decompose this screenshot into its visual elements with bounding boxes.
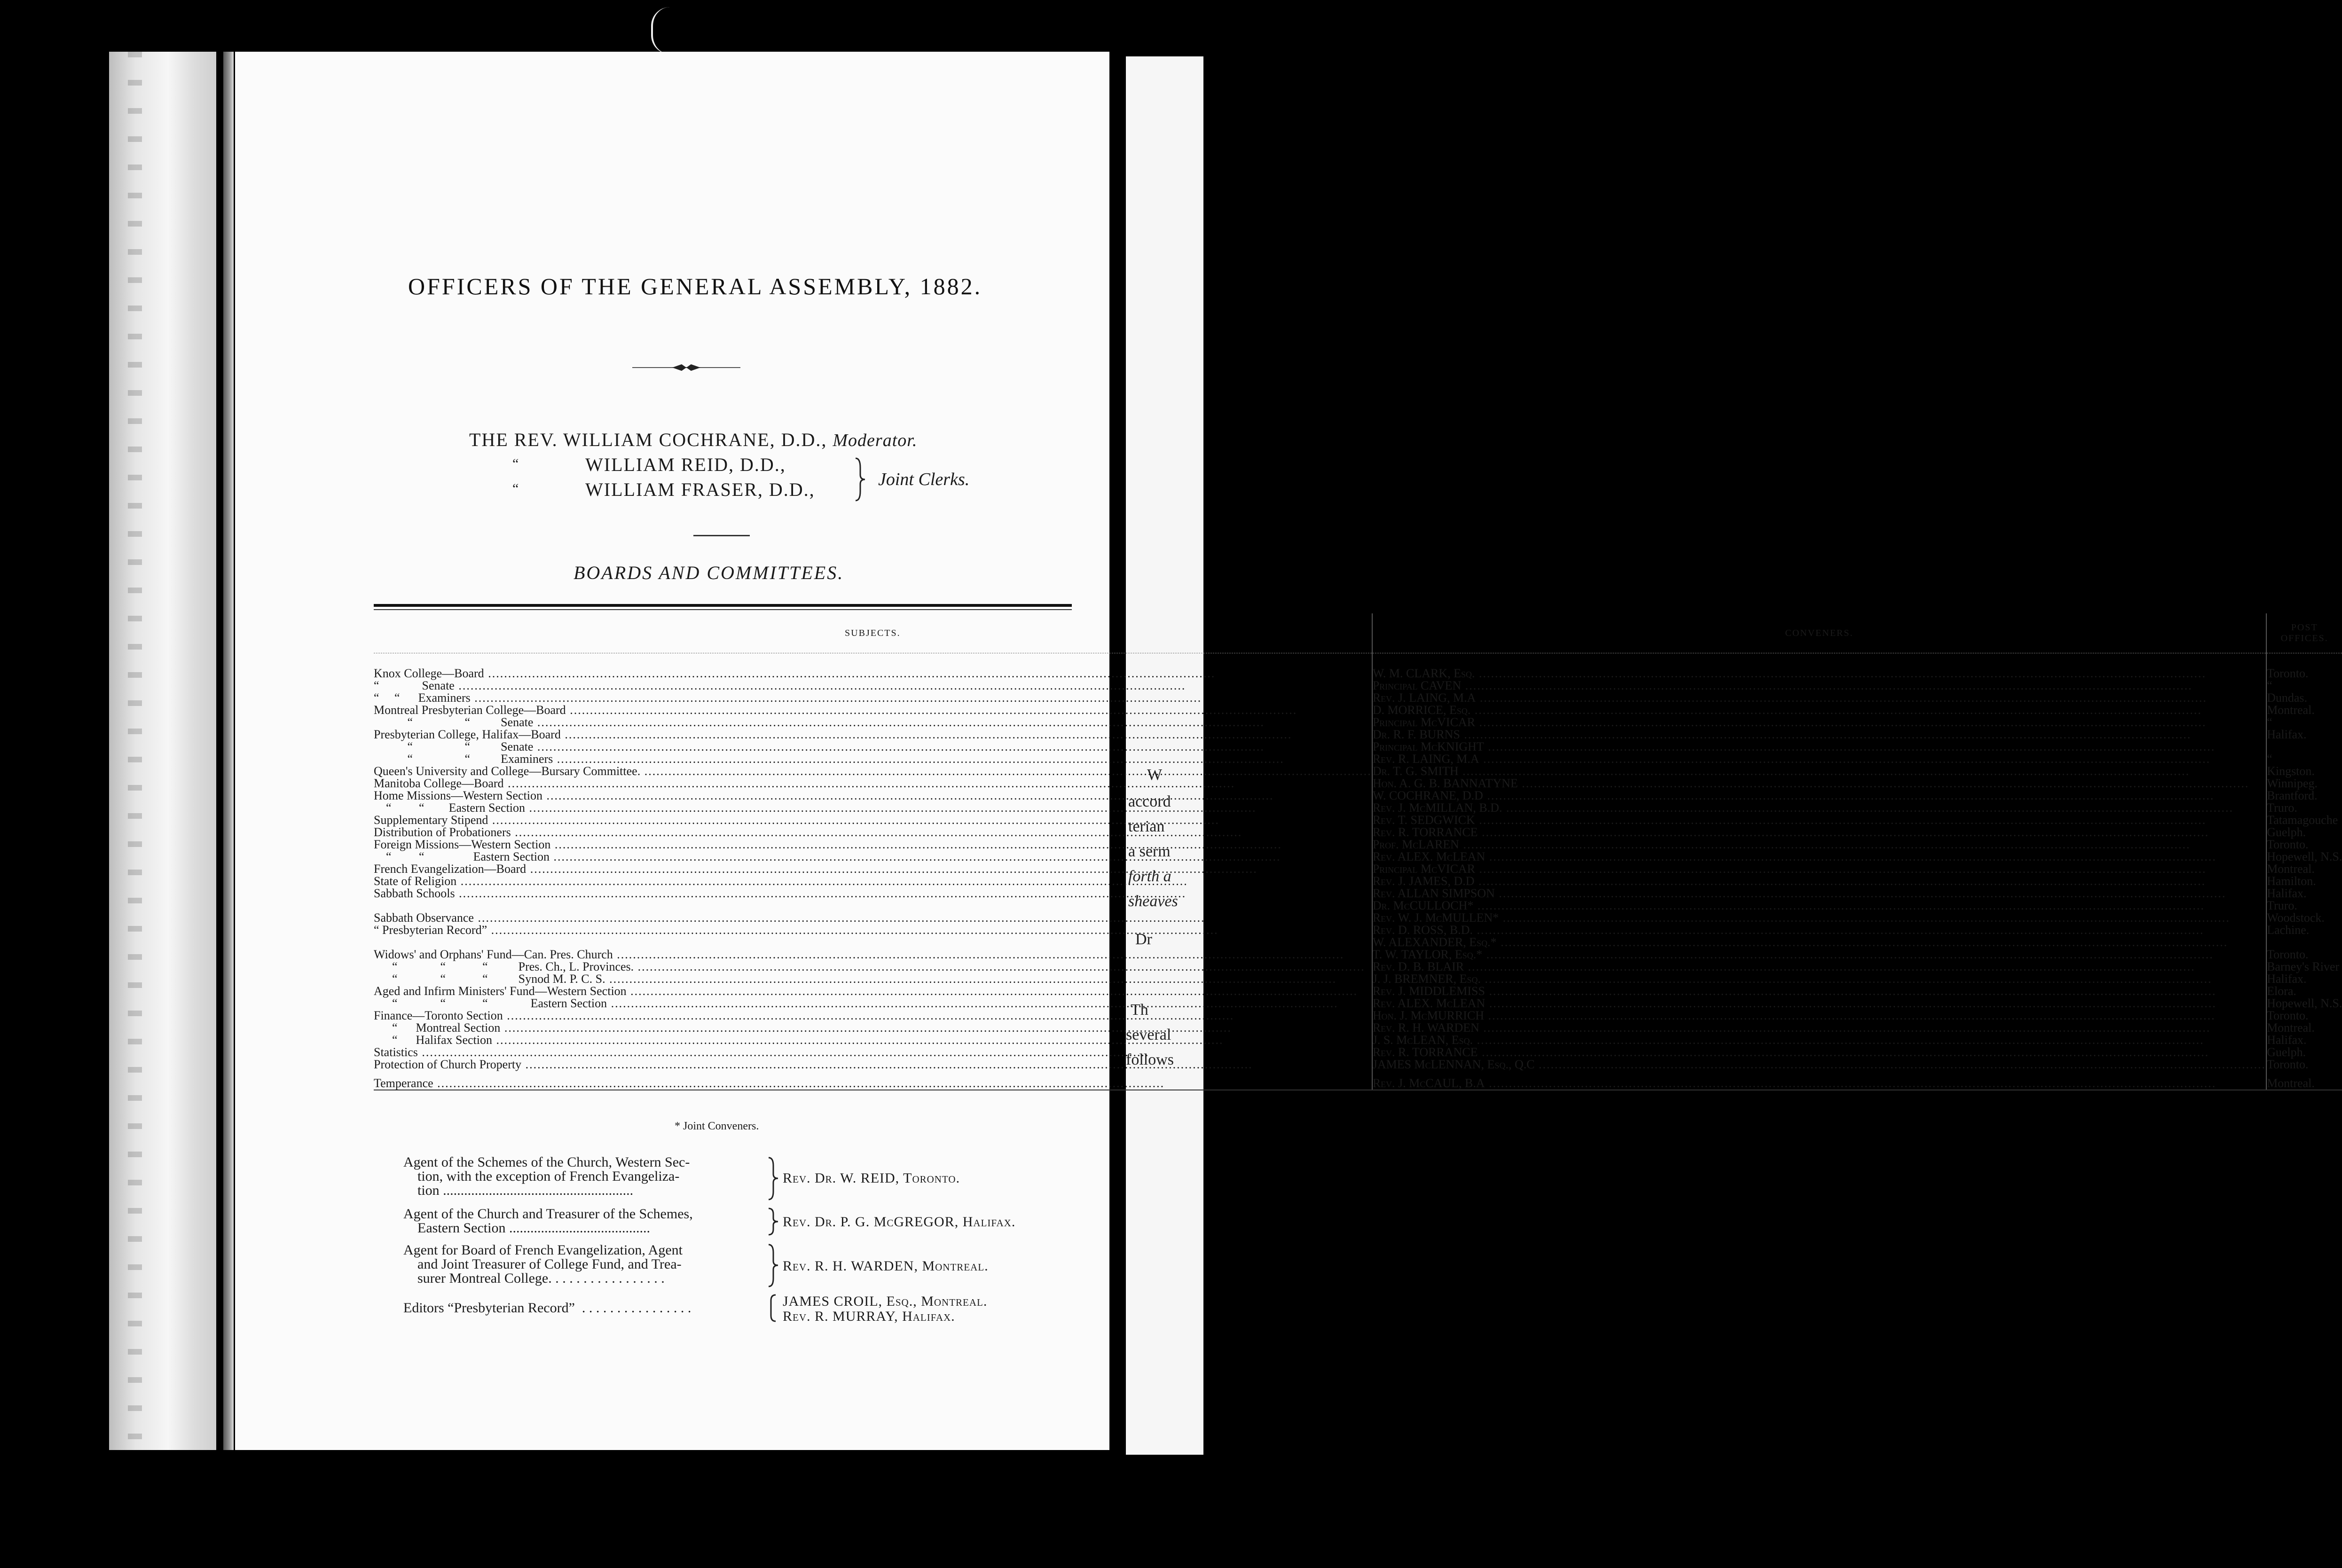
binding-strip [109,52,216,1450]
convener-cell-text: Principal McVICAR [1372,715,1476,729]
clerk-1-name: WILLIAM REID, D.D., [585,454,786,475]
agent-eastern-name: Rev. Dr. P. G. McGREGOR, Halifax. [783,1214,1016,1230]
subject-cell-text: Home Missions—Western Section [374,789,542,802]
brace-icon [769,1294,778,1323]
post-office-cell-text: Truro. [2267,801,2297,815]
convener-cell [1372,729,2266,741]
convener-cell [1372,887,2266,900]
subject-cell-text: Supplementary Stipend [374,813,488,827]
subject-cell-text: Finance—Toronto Section [374,1009,503,1022]
table-row [374,985,2342,997]
post-office-cell-text: Toronto. [2267,1009,2309,1022]
subject-cell-text: “ Presbyterian Record” [374,923,487,937]
brace-icon [766,1156,780,1201]
convener-cell [1372,741,2266,753]
post-office-cell-text: Halifax. [2267,1033,2307,1047]
convener-cell-text: Dr. R. F. BURNS [1372,728,1460,741]
subject-cell-text: State of Religion [374,874,457,888]
post-office-cell [2266,1071,2342,1090]
subject-cell [374,863,1372,875]
convener-cell-text: Principal CAVEN [1372,679,1462,692]
table-row [374,704,2342,716]
table-top-rule [374,604,1072,607]
post-office-cell-text: “ [2267,752,2272,766]
table-row [374,936,2342,949]
table-row [374,887,2342,900]
editors-label: Editors “Presbyterian Record” . . . . . . . . . . . . . . . . [403,1300,692,1316]
page-title: OFFICERS OF THE GENERAL ASSEMBLY, 1882. [408,273,982,299]
post-office-cell [2266,1022,2342,1034]
post-office-cell-text: Guelph. [2267,825,2306,839]
convener-cell [1372,875,2266,887]
table-row [374,973,2342,985]
convener-cell-text: W. ALEXANDER, Esq.* [1372,935,1497,949]
post-office-cell [2266,753,2342,765]
facing-text: Dr [1135,931,1152,948]
table-row [374,1034,2342,1046]
convener-cell-text: Dr. McCULLOCH* [1372,899,1474,912]
subject-cell-text: “ Senate [374,679,455,692]
header-post-offices: POST OFFICES. [2266,613,2342,653]
subject-cell-text: Foreign Missions—Western Section [374,838,551,851]
post-office-cell [2266,900,2342,912]
subject-cell [374,1058,1372,1071]
committees-table [374,613,2342,1090]
subject-cell-text: “ Montreal Section [374,1021,501,1035]
subject-cell-text: “ “ “ Synod M. P. C. S. [374,972,605,986]
table-row [374,997,2342,1010]
subject-cell-text: “ “ Eastern Section [374,850,550,863]
moderator-role: Moderator. [833,431,918,450]
table-row [374,1022,2342,1034]
convener-cell [1372,1071,2266,1090]
post-office-cell [2266,680,2342,692]
convener-cell-text: Rev. ALLAN SIMPSON [1372,886,1495,900]
subject-cell [374,900,1372,912]
post-office-cell [2266,973,2342,985]
subject-cell-text: Statistics [374,1045,418,1059]
subject-cell [374,1034,1372,1046]
subject-cell [374,741,1372,753]
convener-cell-text: J. S. McLEAN, Esq. [1372,1033,1473,1047]
subject-cell [374,887,1372,900]
table-row [374,692,2342,704]
subject-cell-text: Presbyterian College, Halifax—Board [374,728,561,741]
convener-cell [1372,924,2266,936]
facing-text: terian [1128,818,1165,835]
convener-cell [1372,949,2266,961]
ditto-mark: “ [512,456,519,471]
agent-french-label: Agent for Board of French Evangelization, Agent and Joint Treasurer of College Fund, and Trea- surer Montreal College. . . . . . . . . . . . . . . . . [403,1242,683,1286]
convener-cell [1372,900,2266,912]
post-office-cell [2266,802,2342,814]
subject-cell [374,753,1372,765]
editor-2-name: Rev. R. MURRAY, Halifax. [783,1309,955,1324]
post-office-cell-text: Halifax. [2267,886,2307,900]
convener-cell [1372,790,2266,802]
subject-cell [374,1071,1372,1090]
convener-cell-text: Principal McVICAR [1372,862,1476,876]
post-office-cell [2266,912,2342,924]
table-row [374,1071,2342,1090]
table-row [374,741,2342,753]
table-row [374,863,2342,875]
subject-cell-text: Distribution of Probationers [374,825,511,839]
subject-cell [374,973,1372,985]
subject-cell-text: “ “ Senate [374,740,534,753]
subject-cell-text: French Evangelization—Board [374,862,527,876]
subject-cell [374,790,1372,802]
post-office-cell [2266,692,2342,704]
convener-cell-text: D. MORRICE, Esq. [1372,703,1471,717]
convener-cell [1372,863,2266,875]
post-office-cell-text: Montreal. [2267,1076,2315,1090]
convener-cell [1372,680,2266,692]
post-office-cell [2266,997,2342,1010]
convener-cell-text: Rev. ALEX. McLEAN [1372,996,1485,1010]
facing-text: accord [1128,793,1171,810]
post-office-cell [2266,716,2342,729]
convener-cell [1372,704,2266,716]
convener-cell-text: Rev. J. JAMES, D.D [1372,874,1475,888]
convener-cell [1372,814,2266,826]
subject-cell-text: Sabbath Schools [374,886,455,900]
convener-cell [1372,839,2266,851]
moderator-line [469,429,917,451]
table-body [374,653,2342,1090]
post-office-cell-text: Tatamagouche [2267,813,2338,827]
post-office-cell-text: Elora. [2267,984,2296,998]
facing-text: a serm [1128,843,1171,860]
table-spacer [374,653,2342,668]
post-office-cell-text: Hopewell, N.S. [2267,996,2342,1010]
post-office-cell [2266,924,2342,936]
post-office-cell-text: Montreal. [2267,862,2315,876]
convener-cell [1372,973,2266,985]
facing-text: sheaves [1128,893,1178,910]
post-office-cell-text: Halifax. [2267,972,2307,986]
subject-cell [374,716,1372,729]
convener-cell [1372,753,2266,765]
subject-cell-text: Montreal Presbyterian College—Board [374,703,566,717]
convener-cell [1372,667,2266,680]
post-office-cell-text: “ [2267,679,2272,692]
subject-cell [374,777,1372,790]
post-office-cell [2266,949,2342,961]
convener-cell-text: T. W. TAYLOR, Esq.* [1372,948,1483,961]
subject-cell-text: Manitoba College—Board [374,776,504,790]
post-office-cell-text: Kingston. [2267,764,2315,778]
convener-cell [1372,997,2266,1010]
post-office-cell [2266,839,2342,851]
convener-cell-text: J. J. BREMNER, Esq. [1372,972,1481,986]
post-office-cell-text: Halifax. [2267,728,2307,741]
agent-western-label: Agent of the Schemes of the Church, Western Sec- tion, with the exception of French Evangeliza- tion ...................................................... [403,1154,690,1198]
post-office-cell-text: Montreal. [2267,703,2315,717]
facing-text: forth a [1128,868,1171,885]
table-top-rule-thin [374,609,1072,610]
brace-icon [853,456,867,503]
post-office-cell [2266,790,2342,802]
post-office-cell [2266,887,2342,900]
convener-cell-text: Rev. ALEX. McLEAN [1372,850,1485,863]
table-row [374,949,2342,961]
table-header-row [374,613,2342,653]
convener-cell-text: JAMES McLENNAN, Esq., Q.C [1372,1058,1535,1071]
subject-cell [374,851,1372,863]
post-office-cell-text: Truro. [2267,899,2297,912]
agent-eastern-label: Agent of the Church and Treasurer of the Schemes, Eastern Section ........................................ [403,1206,693,1236]
subject-cell-text: Knox College—Board [374,666,484,680]
post-office-cell [2266,1058,2342,1071]
post-office-cell [2266,777,2342,790]
margin-scribble [651,7,681,54]
subject-cell [374,1046,1372,1058]
subject-cell [374,692,1372,704]
convener-cell-text: Rev. J. LAING, M.A [1372,691,1476,705]
subject-cell [374,802,1372,814]
facing-text: Th [1131,1001,1148,1019]
convener-cell-text: Rev. R. TORRANCE [1372,1045,1478,1059]
post-office-cell [2266,851,2342,863]
post-office-cell [2266,1010,2342,1022]
post-office-cell [2266,741,2342,753]
post-office-cell-text: Winnipeg. [2267,776,2318,790]
table-row [374,912,2342,924]
convener-cell-text: Prof. McLAREN [1372,838,1459,851]
convener-cell [1372,985,2266,997]
post-office-cell [2266,961,2342,973]
post-office-cell [2266,704,2342,716]
ditto-mark: “ [512,481,519,496]
subject-cell [374,704,1372,716]
convener-cell-text: Rev. R. H. WARDEN [1372,1021,1479,1035]
table-row [374,961,2342,973]
subject-cell [374,912,1372,924]
divider [693,535,750,536]
subject-cell-text: Sabbath Observance [374,911,474,925]
convener-cell-text: Rev. J. McCAUL, B.A [1372,1076,1485,1090]
post-office-cell [2266,814,2342,826]
header-subjects: SUBJECTS. [374,613,1372,653]
subject-cell [374,985,1372,997]
post-office-cell [2266,863,2342,875]
convener-cell [1372,1010,2266,1022]
table-row [374,667,2342,680]
subject-cell-text: “ “ Examiners [374,691,471,705]
subject-cell-text: Temperance [374,1076,433,1090]
convener-cell [1372,777,2266,790]
post-office-cell [2266,1046,2342,1058]
post-office-cell-text: Guelph. [2267,1045,2306,1059]
subject-cell-text: “ “ “ Eastern Section [374,996,607,1010]
convener-cell [1372,826,2266,839]
subject-cell-text: “ Halifax Section [374,1033,492,1047]
table-row [374,900,2342,912]
table-row [374,1046,2342,1058]
table-row [374,716,2342,729]
post-office-cell-text: Hamilton. [2267,874,2316,888]
convener-cell-text: W. M. CLARK, Esq. [1372,666,1475,680]
agent-french-name: Rev. R. H. WARDEN, Montreal. [783,1258,989,1274]
subject-cell [374,997,1372,1010]
subject-cell [374,949,1372,961]
table-row [374,777,2342,790]
subject-cell [374,936,1372,949]
table-row [374,802,2342,814]
subject-cell-text: “ “ Examiners [374,752,553,766]
post-office-cell [2266,936,2342,949]
table-row [374,1010,2342,1022]
convener-cell-text: Rev. J. MIDDLEMISS [1372,984,1485,998]
subject-cell-text: Widows' and Orphans' Fund—Can. Pres. Church [374,948,613,961]
convener-cell [1372,1058,2266,1071]
convener-cell [1372,1046,2266,1058]
subject-cell-text: “ “ “ Pres. Ch., L. Provinces. [374,960,634,973]
header-conveners: CONVENERS. [1372,613,2266,653]
subject-cell [374,961,1372,973]
subject-cell-text: Protection of Church Property [374,1058,522,1071]
convener-cell [1372,851,2266,863]
post-office-cell [2266,1034,2342,1046]
facing-text: several [1126,1026,1171,1043]
clerk-2-name: WILLIAM FRASER, D.D., [585,479,815,500]
subject-cell [374,839,1372,851]
subject-cell-text: “ “ Eastern Section [374,801,526,815]
convener-cell [1372,765,2266,777]
agent-western-name: Rev. Dr. W. REID, Toronto. [783,1170,960,1186]
subject-cell [374,667,1372,680]
subject-cell [374,680,1372,692]
post-office-cell [2266,729,2342,741]
moderator-name: WILLIAM COCHRANE, D.D., [563,429,827,450]
post-office-cell-text: Toronto. [2267,666,2309,680]
subject-cell [374,1010,1372,1022]
table-row [374,1058,2342,1071]
convener-cell-text: Rev. W. J. McMULLEN* [1372,911,1499,925]
table-row [374,814,2342,826]
post-office-cell-text: Toronto. [2267,948,2309,961]
subject-cell [374,765,1372,777]
post-office-cell [2266,667,2342,680]
subject-cell [374,875,1372,887]
convener-cell [1372,716,2266,729]
table-row [374,680,2342,692]
subject-cell [374,729,1372,741]
convener-cell-text: Rev. R. TORRANCE [1372,825,1478,839]
facing-text: follows [1126,1051,1174,1068]
ornament-divider [632,362,740,373]
convener-cell-text: Rev. T. SEDGWICK [1372,813,1475,827]
brace-icon [766,1207,780,1236]
convener-cell-text: Hon. J. McMURRICH [1372,1009,1485,1022]
post-office-cell-text: Toronto. [2267,838,2309,851]
table-row [374,826,2342,839]
subject-cell [374,924,1372,936]
post-office-cell-text: Lachine. [2267,923,2310,937]
post-office-cell-text: Dundas. [2267,691,2307,705]
convener-cell-text: Rev. J. McMILLAN, B.D. [1372,801,1502,815]
post-office-cell-text: Barney's River [2267,960,2340,973]
convener-cell [1372,1022,2266,1034]
facing-text: W [1147,766,1163,784]
table-row [374,875,2342,887]
convener-cell [1372,961,2266,973]
convener-cell-text: Rev. D. ROSS, B.D. [1372,923,1473,937]
table-row [374,753,2342,765]
table-row [374,851,2342,863]
table-row [374,839,2342,851]
table-row [374,729,2342,741]
convener-cell-text: Hon. A. G. B. BANNATYNE [1372,776,1518,790]
editor-1-name: JAMES CROIL, Esq., Montreal. [783,1294,988,1309]
convener-cell-text: Dr. T. G. SMITH [1372,764,1459,778]
subject-cell [374,1022,1372,1034]
convener-cell [1372,692,2266,704]
page-edge-shadow [223,52,234,1450]
post-office-cell [2266,875,2342,887]
joint-conveners-note: * Joint Conveners. [675,1120,759,1132]
joint-clerks-label: Joint Clerks. [878,470,970,489]
convener-cell [1372,1034,2266,1046]
moderator-prefix: THE REV. [469,429,558,450]
convener-cell-text: W. COCHRANE, D.D [1372,789,1483,802]
subject-cell-text: “ “ Senate [374,715,534,729]
subject-cell-text: Aged and Infirm Ministers' Fund—Western Section [374,984,627,998]
post-office-cell-text: Montreal. [2267,1021,2315,1035]
post-office-cell [2266,985,2342,997]
table-row [374,790,2342,802]
post-office-cell [2266,826,2342,839]
convener-cell-text: Rev. R. LAING, M.A [1372,752,1479,766]
convener-cell [1372,912,2266,924]
post-office-cell-text: Brantford. [2267,789,2318,802]
post-office-cell [2266,765,2342,777]
post-office-cell-text: Toronto. [2267,1058,2309,1071]
table-row [374,924,2342,936]
convener-cell-text: Principal McKNIGHT [1372,740,1484,753]
subject-cell-text: Queen's University and College—Bursary Committee. [374,764,641,778]
post-office-cell-text: “ [2267,715,2272,729]
brace-icon [766,1243,780,1288]
table-row [374,765,2342,777]
post-office-cell-text: Woodstock. [2267,911,2325,925]
subject-cell [374,826,1372,839]
section-heading: BOARDS AND COMMITTEES. [574,562,844,583]
convener-cell [1372,802,2266,814]
post-office-cell-text: Hopewell, N.S. [2267,850,2342,863]
subject-cell [374,814,1372,826]
convener-cell-text: Rev. D. B. BLAIR [1372,960,1464,973]
convener-cell [1372,936,2266,949]
